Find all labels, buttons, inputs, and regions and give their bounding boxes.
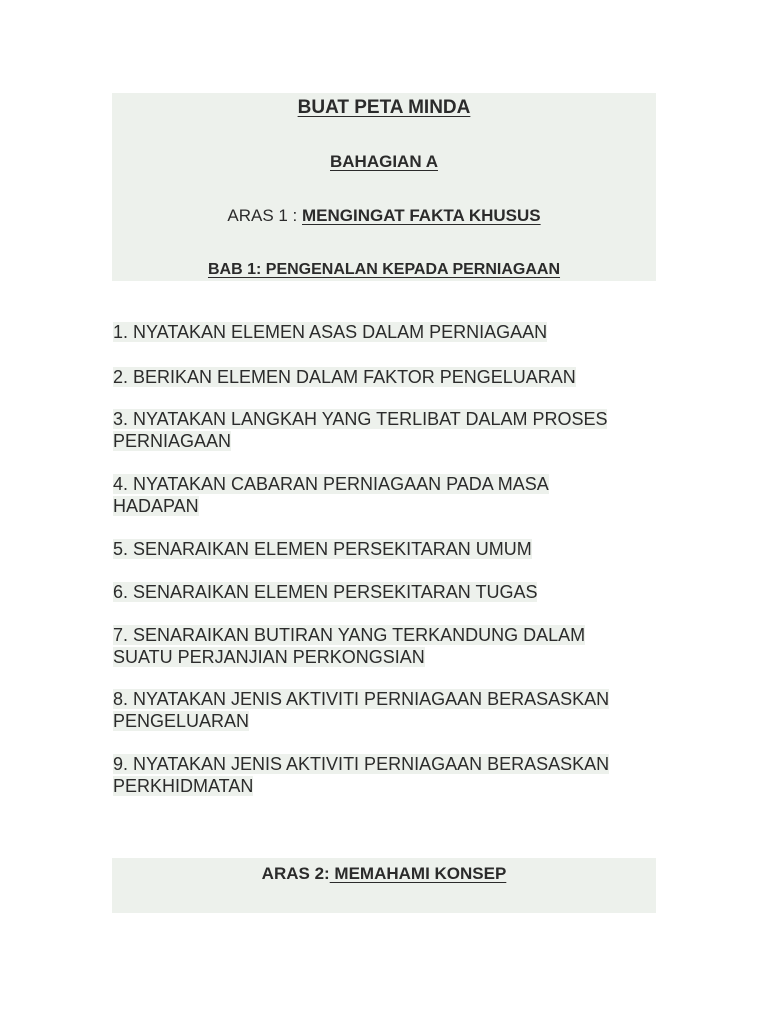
question-line: 7. SENARAIKAN BUTIRAN YANG TERKANDUNG DALAM (113, 625, 586, 645)
level-2-prefix: ARAS 2: (261, 864, 330, 883)
question-line: PENGELUARAN (113, 711, 250, 731)
question-line: 1. NYATAKAN ELEMEN ASAS DALAM PERNIAGAAN (113, 322, 548, 342)
question-item (113, 408, 653, 452)
question-line: 6. SENARAIKAN ELEMEN PERSEKITARAN TUGAS (113, 582, 538, 602)
question-item (113, 473, 653, 517)
level-2-name: MEMAHAMI KONSEP (329, 864, 507, 883)
question-line: 2. BERIKAN ELEMEN DALAM FAKTOR PENGELUARAN (113, 367, 576, 387)
chapter-heading: BAB 1: PENGENALAN KEPADA PERNIAGAAN (207, 261, 561, 278)
question-item (113, 538, 653, 560)
question-list (113, 321, 653, 797)
document-title: BUAT PETA MINDA (297, 97, 471, 118)
question-item (113, 753, 653, 797)
level-2-heading (112, 864, 656, 884)
question-line: 9. NYATAKAN JENIS AKTIVITI PERNIAGAAN BERASASKAN (113, 754, 610, 774)
level-prefix: ARAS 1 : (227, 206, 302, 225)
question-line: 4. NYATAKAN CABARAN PERNIAGAAN PADA MASA (113, 474, 549, 494)
section-heading: BAHAGIAN A (330, 152, 438, 171)
question-item (113, 321, 653, 343)
question-item (113, 366, 653, 388)
level-heading (112, 206, 656, 226)
question-line: PERKHIDMATAN (113, 776, 254, 796)
question-item (113, 581, 653, 603)
question-line: HADAPAN (113, 496, 199, 516)
question-item (113, 688, 653, 732)
question-line: 5. SENARAIKAN ELEMEN PERSEKITARAN UMUM (113, 539, 532, 559)
question-line: 8. NYATAKAN JENIS AKTIVITI PERNIAGAAN BERASASKAN (113, 689, 610, 709)
question-item (113, 624, 653, 668)
header-block (112, 93, 656, 281)
question-line: 3. NYATAKAN LANGKAH YANG TERLIBAT DALAM PROSES (113, 409, 608, 429)
question-line: PERNIAGAAN (113, 431, 232, 451)
level-name: MENGINGAT FAKTA KHUSUS (302, 206, 541, 225)
footer-block (112, 858, 656, 913)
question-line: SUATU PERJANJIAN PERKONGSIAN (113, 647, 425, 667)
